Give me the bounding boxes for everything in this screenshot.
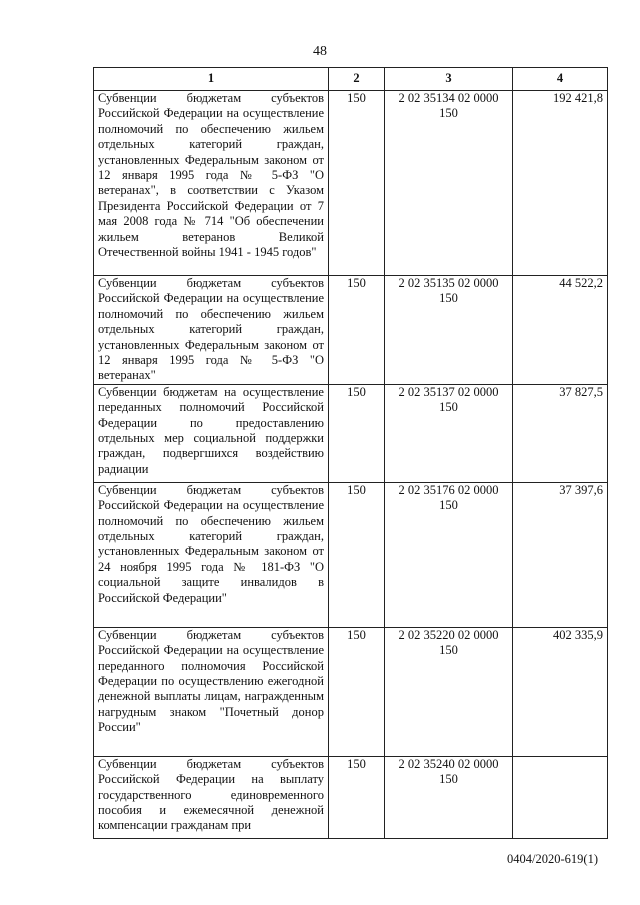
table-row: [94, 276, 608, 385]
row-description: Субвенции бюджетам субъектов Российской Федерации на осуществление переданного полномочия Российской Федерации по осуществлению ежегодной денежной выплаты лицам, награжденным нагрудным знаком "Почетный донор России": [94, 627, 329, 756]
row-code: 150: [329, 91, 385, 276]
row-code: 150: [329, 276, 385, 385]
column-header-1: 1: [94, 68, 329, 91]
table-row: [94, 482, 608, 627]
amount: [513, 756, 608, 838]
row-description: Субвенции бюджетам субъектов Российской Федерации на осуществление полномочий по обеспечению жильем отдельных категорий граждан, установленных Федеральным законом от 12 января 1995 года № 5-ФЗ "О ветеранах": [94, 276, 329, 385]
page-number: 48: [313, 44, 327, 59]
column-header-2: 2: [329, 68, 385, 91]
table-row: [94, 91, 608, 276]
row-code: 150: [329, 756, 385, 838]
row-description: Субвенции бюджетам субъектов Российской Федерации на выплату государственного единовременного пособия и ежемесячной денежной компенсации гражданам при: [94, 756, 329, 838]
budget-code: 2 02 35220 02 0000 150: [385, 627, 513, 756]
table-row: [94, 627, 608, 756]
row-code: 150: [329, 384, 385, 482]
document-id: 0404/2020-619(1): [507, 852, 598, 866]
budget-code: 2 02 35240 02 0000 150: [385, 756, 513, 838]
amount: 192 421,8: [513, 91, 608, 276]
row-description: Субвенции бюджетам на осуществление переданных полномочий Российской Федерации по предоставлению отдельных мер социальной поддержки граждан, подвергшихся воздействию радиации: [94, 384, 329, 482]
table-row: [94, 756, 608, 838]
table-header-row: [94, 68, 608, 91]
row-description: Субвенции бюджетам субъектов Российской Федерации на осуществление полномочий по обеспечению жильем отдельных категорий граждан, установленных Федеральным законом от 12 января 1995 года № 5-ФЗ "О ветеранах", в соответствии с Указом Президента Российской Федерации от 7 мая 2008 года № 714 "Об обеспечении жильем ветеранов Великой Отечественной войны 1941 - 1945 годов": [94, 91, 329, 276]
table-row: [94, 384, 608, 482]
amount: 44 522,2: [513, 276, 608, 385]
amount: 37 827,5: [513, 384, 608, 482]
budget-code: 2 02 35134 02 0000 150: [385, 91, 513, 276]
column-header-3: 3: [385, 68, 513, 91]
amount: 402 335,9: [513, 627, 608, 756]
row-description: Субвенции бюджетам субъектов Российской Федерации на осуществление полномочий по обеспечению жильем отдельных категорий граждан, установленных Федеральным законом от 24 ноября 1995 года № 181-ФЗ "О социальной защите инвалидов в Российской Федерации": [94, 482, 329, 627]
row-code: 150: [329, 627, 385, 756]
budget-code: 2 02 35176 02 0000 150: [385, 482, 513, 627]
revenue-table: [93, 67, 608, 839]
budget-code: 2 02 35137 02 0000 150: [385, 384, 513, 482]
amount: 37 397,6: [513, 482, 608, 627]
row-code: 150: [329, 482, 385, 627]
column-header-4: 4: [513, 68, 608, 91]
budget-code: 2 02 35135 02 0000 150: [385, 276, 513, 385]
